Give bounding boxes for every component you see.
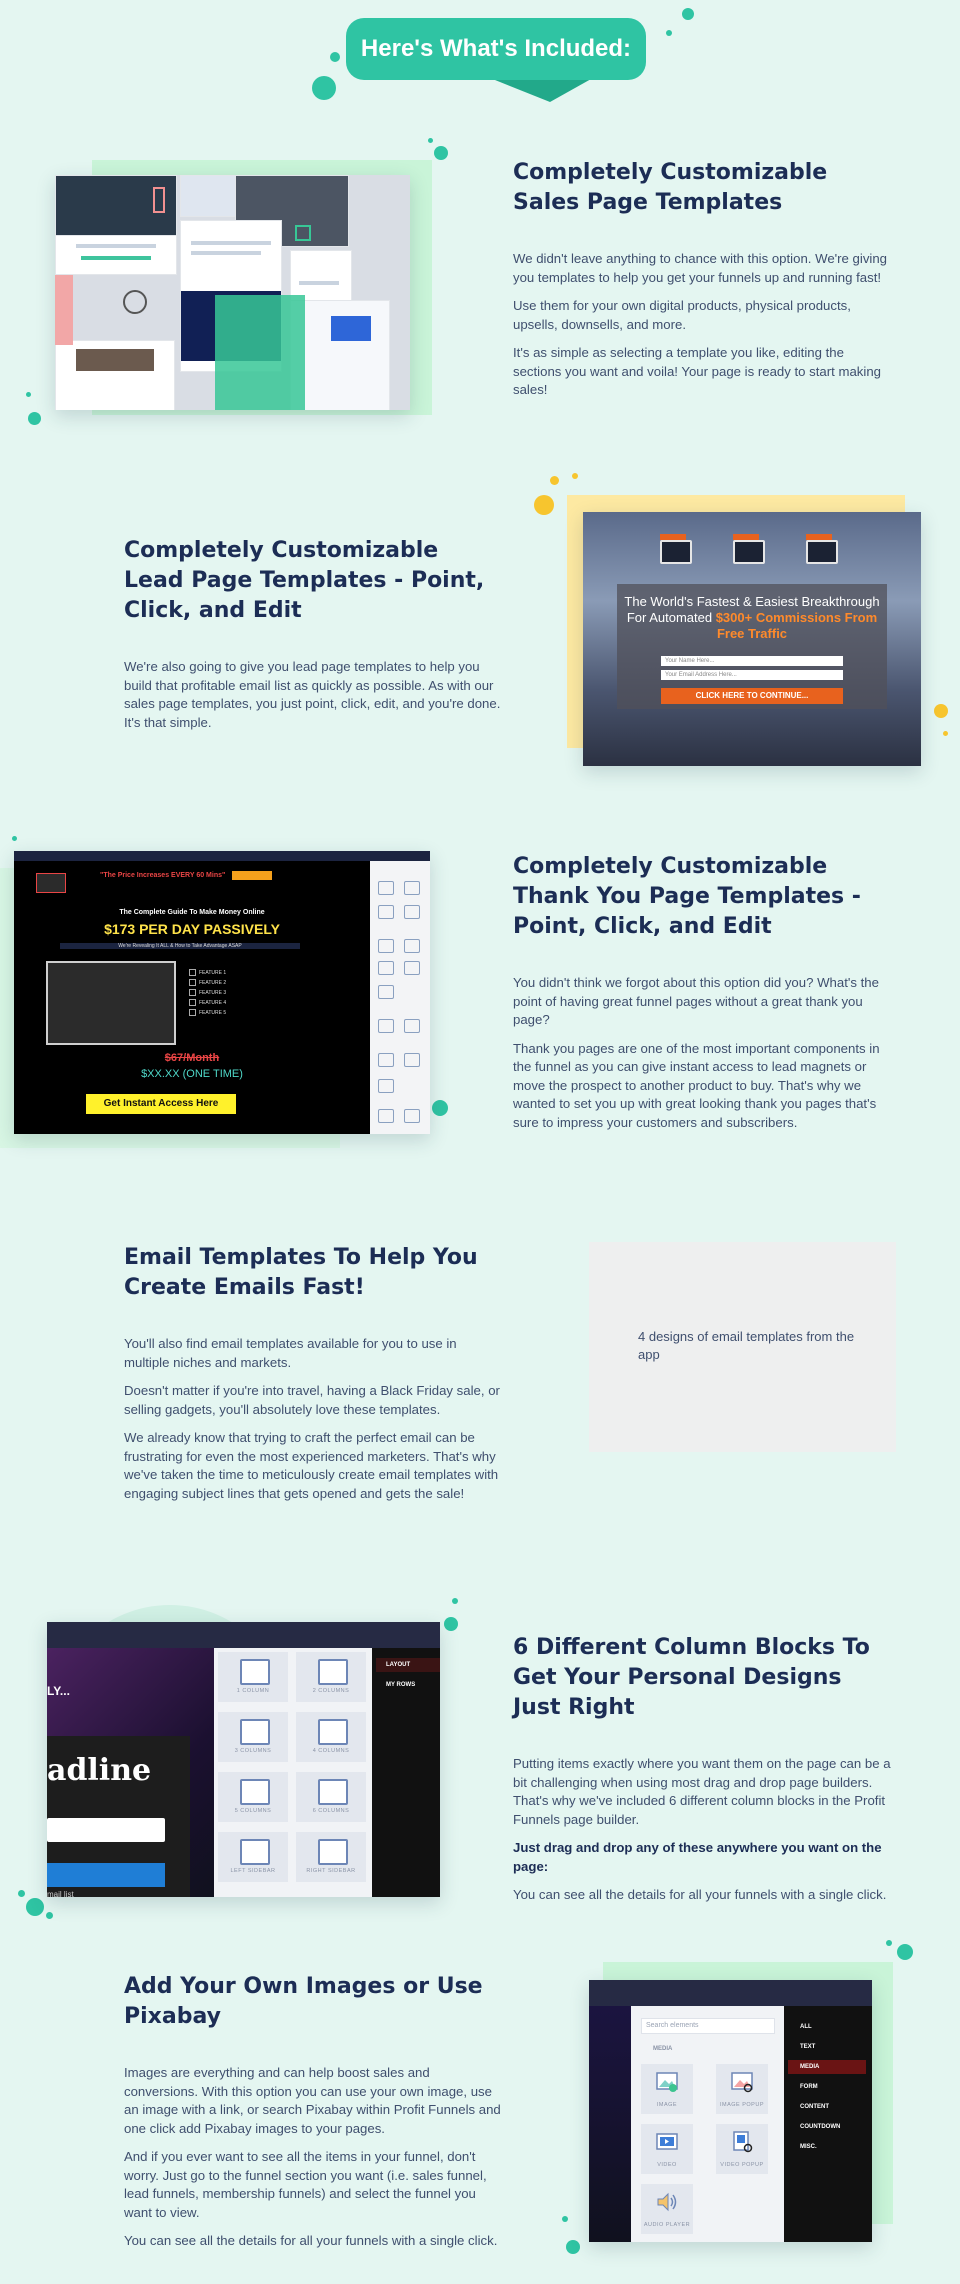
column-block-5[interactable] xyxy=(218,1772,288,1822)
email-templates-image xyxy=(589,1242,896,1452)
audio-icon[interactable] xyxy=(378,985,394,999)
section-email xyxy=(124,1243,504,1513)
lead-headline xyxy=(617,594,887,642)
lead-page-preview xyxy=(583,512,921,766)
column-icon xyxy=(318,1659,348,1685)
decor-dot xyxy=(428,138,433,143)
column-icon xyxy=(318,1719,348,1745)
media-label: VIDEO xyxy=(657,2162,677,2168)
page-canvas xyxy=(47,1648,214,1897)
decor-dot xyxy=(26,392,31,397)
feature-item: FEATURE 5 xyxy=(189,1009,226,1016)
section-paragraph: We didn't leave anything to chance with this option. We're giving you templates to help you get your funnels up and running fast! xyxy=(513,251,888,285)
misc-icon[interactable] xyxy=(378,1109,394,1123)
decor-dot xyxy=(312,76,336,100)
decor-dot xyxy=(682,8,694,20)
column-block-right-sidebar[interactable] xyxy=(296,1832,366,1882)
section-paragraph: Use them for your own digital products, physical products, upsells, downsells, and more. xyxy=(513,298,851,332)
decor-dot xyxy=(330,52,340,62)
section-images xyxy=(124,1972,504,2261)
canvas-headline: adline xyxy=(47,1753,152,1788)
section-title: Add Your Own Images or Use Pixabay xyxy=(124,1974,483,2029)
editor-topbar xyxy=(589,1980,872,2006)
column-block-label: 1 COLUMN xyxy=(236,1688,270,1694)
column-block-label: 4 COLUMNS xyxy=(312,1748,350,1754)
decor-dot xyxy=(444,1617,458,1631)
image-icon xyxy=(655,2070,679,2094)
decor-dot xyxy=(550,476,559,485)
countdown-icon[interactable] xyxy=(404,1053,420,1067)
column-icon xyxy=(318,1779,348,1805)
lead-headline-line: For Automated xyxy=(626,610,716,625)
media-label: IMAGE xyxy=(656,2102,678,2108)
decor-dot xyxy=(943,731,948,736)
section-paragraph: You'll also find email templates available for you to use in multiple niches and markets. xyxy=(124,1336,457,1370)
decor-dot xyxy=(566,2240,580,2254)
section-header xyxy=(310,8,700,108)
column-block-label: 3 COLUMNS xyxy=(234,1748,272,1754)
column-block-label: RIGHT SIDEBAR xyxy=(306,1868,356,1874)
decor-dot xyxy=(562,2216,568,2222)
ty-reveal: We're Revealing It ALL & How to Take Advantage ASAP xyxy=(60,943,300,949)
laptop-icon xyxy=(660,540,692,564)
media-elements-editor xyxy=(589,1980,872,2242)
media-image-popup[interactable] xyxy=(716,2064,768,2114)
continue-button[interactable]: CLICK HERE TO CONTINUE... xyxy=(661,688,843,704)
section-title: Completely Customizable Sales Page Templates xyxy=(513,160,828,215)
feature-item: FEATURE 1 xyxy=(189,969,226,976)
section-paragraph: And if you ever want to see all the items in your funnel, don't worry. Just go to the funnel section you want (i.e. sales funnel, lead funnels, membership funnels) and select the funnel you want to view. xyxy=(124,2149,487,2220)
column-block-grid xyxy=(214,1648,372,1897)
decor-dot xyxy=(897,1944,913,1960)
column-block-label: 5 COLUMNS xyxy=(234,1808,272,1814)
ty-guide: The Complete Guide To Make Money Online xyxy=(119,909,265,916)
laptop-icon xyxy=(806,540,838,564)
canvas-footer: mail list xyxy=(47,1890,74,1897)
decor-dot xyxy=(434,146,448,160)
decor-dot xyxy=(572,473,578,479)
menu-item-content[interactable]: CONTENT xyxy=(800,2104,829,2110)
section-title: Completely Customizable Lead Page Templates - Point, Click, and Edit xyxy=(124,538,485,623)
menu-item-all[interactable]: ALL xyxy=(800,2024,812,2030)
image-alt-text: 4 designs of email templates from the app xyxy=(638,1329,855,1362)
editor-topbar xyxy=(14,851,430,861)
banner-box xyxy=(36,873,66,893)
form-icon[interactable] xyxy=(404,1019,420,1033)
menu-item-text[interactable]: TEXT xyxy=(800,2044,816,2050)
column-block-1[interactable] xyxy=(218,1652,288,1702)
media-image[interactable] xyxy=(641,2064,693,2114)
feature-item: FEATURE 4 xyxy=(189,999,226,1006)
column-icon xyxy=(240,1779,270,1805)
menu-item-media[interactable]: MEDIA xyxy=(788,2060,866,2074)
column-block-3[interactable] xyxy=(218,1712,288,1762)
thank-you-page-editor xyxy=(14,851,430,1134)
media-audio-player[interactable] xyxy=(641,2184,693,2234)
menu-item-my-rows[interactable]: MY ROWS xyxy=(386,1682,416,1688)
text-icon[interactable] xyxy=(378,881,394,895)
misc-icon[interactable] xyxy=(404,1109,420,1123)
section-title: Completely Customizable Thank You Page Templates - Point, Click, and Edit xyxy=(513,854,861,939)
section-title: Email Templates To Help You Create Emails Fast! xyxy=(124,1245,478,1300)
media-section-label: MEDIA xyxy=(653,2046,673,2052)
sales-templates-collage xyxy=(55,175,410,410)
section-paragraph: Doesn't matter if you're into travel, having a Black Friday sale, or selling gadgets, you'll absolutely love these templates. xyxy=(124,1383,500,1417)
column-block-label: 2 COLUMNS xyxy=(312,1688,350,1694)
video-icon[interactable] xyxy=(378,961,394,975)
instant-access-button[interactable]: Get Instant Access Here xyxy=(86,1094,236,1114)
text-icon[interactable] xyxy=(404,881,420,895)
decor-dot xyxy=(46,1912,53,1919)
section-sales xyxy=(513,158,893,410)
builder-menu xyxy=(372,1648,440,1897)
new-price: $XX.XX (ONE TIME) xyxy=(141,1068,243,1080)
media-video[interactable] xyxy=(641,2124,693,2174)
media-label: AUDIO PLAYER xyxy=(643,2222,691,2228)
section-paragraph: We're also going to give you lead page templates to help you build that profitable email list as quickly as possible. As with our sales page templates, you just point, click, edit, and you're done. It's that simple. xyxy=(124,659,501,730)
video-popup-icon xyxy=(730,2130,754,2154)
decor-dot xyxy=(26,1898,44,1916)
section-paragraph: Putting items exactly where you want them on the page can be a bit challenging when using most drag and drop page builders. That's why we've included 6 different column blocks in the Profit Funnels page builder. xyxy=(513,1756,891,1827)
menu-item-layout[interactable]: LAYOUT xyxy=(376,1658,440,1672)
misc-icon[interactable] xyxy=(378,1079,394,1093)
text-icon[interactable] xyxy=(378,905,394,919)
editor-topbar xyxy=(47,1622,440,1648)
content-icon[interactable] xyxy=(378,1053,394,1067)
column-block-left-sidebar[interactable] xyxy=(218,1832,288,1882)
menu-item-countdown[interactable]: COUNTDOWN xyxy=(800,2124,841,2130)
section-paragraph: You didn't think we forgot about this option did you? What's the point of having great funnel pages without a great thank you page? xyxy=(513,975,879,1027)
canvas-input[interactable] xyxy=(47,1818,165,1842)
search-elements-input[interactable]: Search elements xyxy=(641,2018,775,2034)
decor-dot xyxy=(886,1940,892,1946)
old-price: $67/Month xyxy=(164,1052,220,1064)
section-bold-note: Just drag and drop any of these anywhere you want on the page: xyxy=(513,1840,882,1874)
text-icon[interactable] xyxy=(404,905,420,919)
optin-panel xyxy=(617,584,887,709)
section-thank-you xyxy=(513,852,893,1142)
section-paragraph: It's as simple as selecting a template you like, editing the sections you want and voila! Your page is ready to start making sales! xyxy=(513,345,881,397)
section-paragraph: You can see all the details for all your funnels with a single click. xyxy=(124,2233,498,2248)
column-block-label: 6 COLUMNS xyxy=(312,1808,350,1814)
form-icon[interactable] xyxy=(378,1019,394,1033)
section-paragraph: Thank you pages are one of the most important components in the funnel as you can give instant access to lead magnets or move the prospect to another product to buy. That's why we wanted to set you up with great looking thank you pages that's sure to impress your customers and subscribers. xyxy=(513,1040,880,1130)
video-placeholder[interactable] xyxy=(46,961,176,1045)
decor-dot xyxy=(934,704,948,718)
image-icon[interactable] xyxy=(404,939,420,953)
menu-item-misc[interactable]: MISC. xyxy=(800,2144,817,2150)
lead-headline-highlight: $300+ Commissions From Free Traffic xyxy=(715,610,878,641)
media-label: IMAGE POPUP xyxy=(719,2102,764,2108)
decor-dot xyxy=(12,836,17,841)
lead-headline-line: The World's Fastest & Easiest Breakthrough xyxy=(624,594,880,609)
canvas-partial-text: LY... xyxy=(47,1684,70,1698)
column-icon xyxy=(318,1839,348,1865)
builder-menu xyxy=(784,2006,872,2242)
section-title: 6 Different Column Blocks To Get Your Personal Designs Just Right xyxy=(513,1635,870,1720)
column-icon xyxy=(240,1839,270,1865)
column-blocks-editor xyxy=(47,1622,440,1897)
ty-headline: $173 PER DAY PASSIVELY xyxy=(104,921,280,937)
decor-dot xyxy=(18,1890,25,1897)
image-icon[interactable] xyxy=(378,939,394,953)
editor-sidebar xyxy=(370,861,430,1134)
canvas-button[interactable] xyxy=(47,1863,165,1887)
menu-item-form[interactable]: FORM xyxy=(800,2084,818,2090)
banner-buttons xyxy=(232,871,272,880)
video-icon[interactable] xyxy=(404,961,420,975)
feature-item: FEATURE 3 xyxy=(189,989,226,996)
media-video-popup[interactable] xyxy=(716,2124,768,2174)
section-paragraph: You can see all the details for all your funnels with a single click. xyxy=(513,1887,887,1902)
section-columns xyxy=(513,1633,893,1915)
column-icon xyxy=(240,1719,270,1745)
decor-dot xyxy=(534,495,554,515)
name-field[interactable]: Your Name Here... xyxy=(661,656,843,666)
image-popup-icon xyxy=(730,2070,754,2094)
decor-dot xyxy=(432,1100,448,1116)
decor-dot xyxy=(666,30,672,36)
header-title: Here's What's Included: xyxy=(346,18,646,80)
media-label: VIDEO POPUP xyxy=(720,2162,764,2168)
column-icon xyxy=(240,1659,270,1685)
feature-item: FEATURE 2 xyxy=(189,979,226,986)
section-paragraph: Images are everything and can help boost sales and conversions. With this option you can use your own image, use an image with a link, or search Pixabay within Profit Funnels and one click add Pixabay images to your pages. xyxy=(124,2065,501,2136)
page-canvas xyxy=(589,2006,631,2242)
column-block-label: LEFT SIDEBAR xyxy=(230,1868,276,1874)
column-block-2[interactable] xyxy=(296,1652,366,1702)
column-block-6[interactable] xyxy=(296,1772,366,1822)
section-lead xyxy=(124,536,504,742)
laptop-icon xyxy=(733,540,765,564)
ty-banner: "The Price Increases EVERY 60 Mins" xyxy=(100,872,226,879)
column-block-4[interactable] xyxy=(296,1712,366,1762)
email-field[interactable]: Your Email Address Here... xyxy=(661,670,843,680)
decor-dot xyxy=(452,1598,458,1604)
video-icon xyxy=(655,2130,679,2154)
speaker-icon xyxy=(655,2190,679,2214)
decor-dot xyxy=(28,412,41,425)
section-paragraph: We already know that trying to craft the perfect email can be frustrating for even the most experienced marketers. That's why we've taken the time to meticulously create email templates with engaging subject lines that gets opened and gets the sale! xyxy=(124,1430,499,1501)
